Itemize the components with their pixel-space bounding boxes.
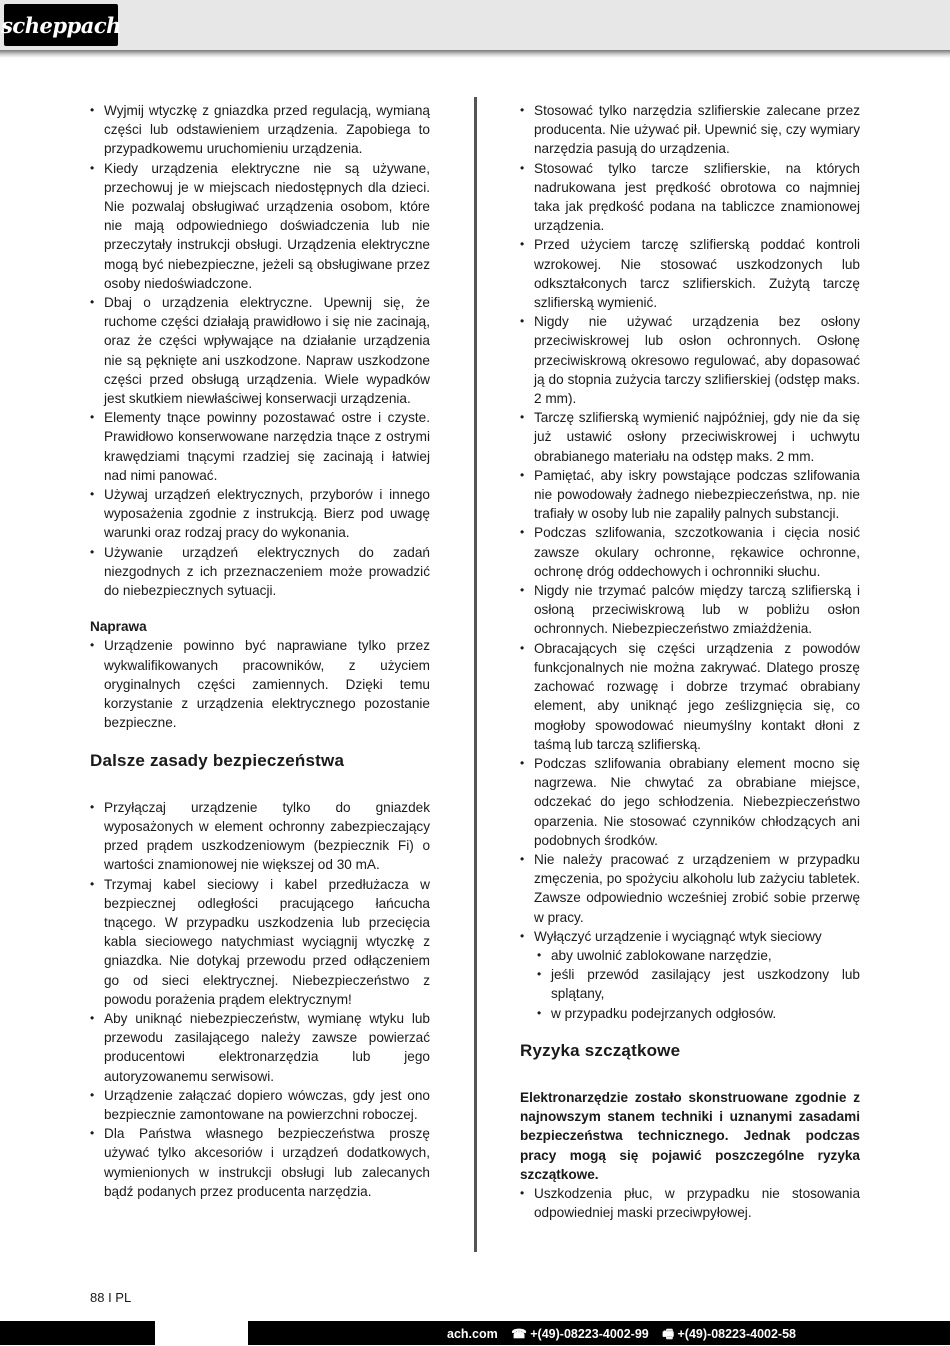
list-item: • Pamiętać, aby iskry powstające podczas szlifowania nie powodowały żadnego niebezpieczeństwa, np. nie trafiały w osoby lub nie zapaliły palnych substancji. [520, 466, 860, 524]
list-item: • Kiedy urządzenia elektryczne nie są używane, przechowuj je w miejscach niedostępnych dla dzieci. Nie pozwalaj obsługiwać urządzenia osobom, które nie mają odpowiedniego doświadczenia lub nie przeczytały instrukcji obsługi. Urządzenia elektryczne mogą być niebezpieczne, jeżeli są obsługiwane przez osoby niedoświadczone. [90, 159, 430, 293]
list-item: • Podczas szlifowania obrabiany element mocno się nagrzewa. Nie chwytać za obrabiane miejsce, odczekać do jego schłodzenia. Niebezpieczeństwo oparzenia. Nie stosować czynników chłodzących ani podobnych środków. [520, 754, 860, 850]
list-item: • Aby uniknąć niebezpieczeństw, wymianę wtyku lub przewodu zasilającego należy zawsze powierzać producentowi elektronarzędzia lub jego autoryzowanemu serwisowi. [90, 1009, 430, 1086]
footer-web: ach.com [447, 1327, 498, 1341]
list-item: • Używaj urządzeń elektrycznych, przyborów i innego wyposażenia zgodnie z instrukcją. Bierz pod uwagę warunki oraz rodzaj pracy do wykonania. [90, 485, 430, 543]
list-item: • Podczas szlifowania, szczotkowania i cięcia nosić zawsze okulary ochronne, rękawice ochronne, ochronę dróg oddechowych i ochronniki słuchu. [520, 523, 860, 581]
right-bullet-list-1 [520, 101, 860, 1023]
list-item: • Trzymaj kabel sieciowy i kabel przedłużacza w bezpiecznej odległości pracującego łańcucha tnącego. W przypadku uszkodzenia lub przecięcia kabla sieciowego natychmiast wyciągnij wtyczkę z gniazdka. Nie dotykaj przewodu przed odłączeniem go od sieci elektrycznej. Niebezpieczeństwo z powodu porażenia prądem elektrycznym! [90, 875, 430, 1009]
list-item: • Dbaj o urządzenia elektryczne. Upewnij się, że ruchome części działają prawidłowo i się nie zacinają, oraz że części wpływające na działanie urządzenia nie są pęknięte ani uszkodzone. Napraw uszkodzone części przed obsługą urządzenia. Wiele wypadków jest skutkiem niewłaściwej konserwacji urządzenia. [90, 293, 430, 408]
list-item: • Nie należy pracować z urządzeniem w przypadku zmęczenia, po spożyciu alkoholu lub zażyciu tabletek. Zawsze odpowiednio wcześniej zrobić sobie przerwę w pracy. [520, 850, 860, 927]
page-number: 88 I PL [90, 1290, 132, 1305]
right-column [520, 101, 860, 1222]
right-bullet-list-2 [520, 1184, 860, 1222]
list-item: • Nigdy nie używać urządzenia bez osłony przeciwiskrowej lub osłon ochronnych. Osłonę przeciwiskrową okresowo regulować, aby dopasować ją do stopnia zużycia tarczy szlifierskiej (odstęp maks. 2 mm). [520, 312, 860, 408]
sub-list-item: • w przypadku podejrzanych odgłosów. [520, 1004, 860, 1023]
sub-list-item: • aby uwolnić zablokowane narzędzie, [520, 946, 860, 965]
repair-heading: Naprawa [90, 619, 147, 635]
footer-phone: ☎ +(49)-08223-4002-99 [511, 1327, 649, 1341]
list-item: • Obracających się części urządzenia z powodów funkcjonalnych nie można zakrywać. Dlatego proszę zachować rozwagę i dobrze trzymać obrabiany element, aby uniknąć jego ześlizgnięcia się, co mogłoby spowodować nieumyślny kontakt dłoni z taśmą lub tarczą szlifierską. [520, 639, 860, 754]
list-item: • Elementy tnące powinny pozostawać ostre i czyste. Prawidłowo konserwowane narzędzia tnące z ostrymi krawędziami tnącymi rzadziej się zacinają i łatwiej nad nimi panować. [90, 408, 430, 485]
left-column [90, 101, 430, 1201]
footer-gap [155, 1321, 248, 1345]
section-heading-residual-risks: Ryzyka szczątkowe [520, 1040, 681, 1060]
list-item: • Urządzenie załączać dopiero wówczas, gdy jest ono bezpiecznie zamontowane na powierzchni roboczej. [90, 1086, 430, 1124]
footer-fax: 🖷 +(49)-08223-4002-58 [662, 1327, 796, 1341]
section-heading-safety: Dalsze zasady bezpieczeństwa [90, 750, 345, 770]
header-bar [0, 0, 950, 50]
list-item: • Urządzenie powinno być naprawiane tylko przez wykwalifikowanych pracowników, z użyciem oryginalnych części zamiennych. Dzięki temu korzystanie z urządzenia elektrycznego pozostanie bezpieczne. [90, 636, 430, 732]
header-shadow [0, 50, 950, 58]
residual-risks-intro: Elektronarzędzie zostało skonstruowane zgodnie z najnowszym stanem techniki i uznanymi zasadami bezpieczeństwa technicznego. Jednak podczas pracy mogą się pojawić poszczególne ryzyka szczątkowe. [520, 1089, 860, 1182]
list-item: • Wyjmij wtyczkę z gniazdka przed regulacją, wymianą części lub odstawieniem urządzenia. Zapobiega to przypadkowemu uruchomieniu urządzenia. [90, 101, 430, 159]
list-item: • Przyłączaj urządzenie tylko do gniazdek wyposażonych w element ochronny zabezpieczający przed prądem uszkodzeniowym (bezpiecznik Fi) o wartości znamionowej nie większej od 30 mA. [90, 798, 430, 875]
list-item: • Nigdy nie trzymać palców między tarczą szlifierską i osłoną przeciwiskrową lub w pobliżu osłon ochronnych. Niebezpieczeństwo zmiażdżenia. [520, 581, 860, 639]
repair-bullet-list [90, 636, 430, 732]
left-bullet-list-2 [90, 798, 430, 1201]
left-bullet-list-1 [90, 101, 430, 600]
sub-list-item: • jeśli przewód zasilający jest uszkodzony lub splątany, [520, 965, 860, 1003]
list-item: • Używanie urządzeń elektrycznych do zadań niezgodnych z ich przeznaczeniem może prowadzić do niebezpiecznych sytuacji. [90, 543, 430, 601]
list-item: • Dla Państwa własnego bezpieczeństwa proszę używać tylko akcesoriów i urządzeń dodatkowych, wymienionych w instrukcji obsługi lub zalecanych bądź podanych przez producenta narzędzia. [90, 1124, 430, 1201]
list-item: • Stosować tylko tarcze szlifierskie, na których nadrukowana jest prędkość obrotowa co najmniej taka jak prędkość podana na tabliczce znamionowej urządzenia. [520, 159, 860, 236]
list-item: • Tarczę szlifierską wymienić najpóźniej, gdy nie da się już ustawić osłony przeciwiskrowej i uchwytu obrabianego materiału na odstęp maks. 2 mm. [520, 408, 860, 466]
list-item: • Przed użyciem tarczę szlifierską poddać kontroli wzrokowej. Nie stosować uszkodzonych lub odkształconych tarcz szlifierskich. Zużytą tarczę szlifierską wymienić. [520, 235, 860, 312]
list-item: • Uszkodzenia płuc, w przypadku nie stosowania odpowiedniej maski przeciwpyłowej. [520, 1184, 860, 1222]
list-item: • Wyłączyć urządzenie i wyciągnąć wtyk sieciowy [520, 927, 860, 946]
footer-bar [0, 1321, 950, 1345]
column-divider [474, 97, 477, 1252]
footer-contact [437, 1325, 796, 1346]
list-item: • Stosować tylko narzędzia szlifierskie zalecane przez producenta. Nie używać pił. Upewnić się, czy wymiary narzędzia pasują do urządzenia. [520, 101, 860, 159]
brand-logo: scheppach [4, 4, 118, 46]
